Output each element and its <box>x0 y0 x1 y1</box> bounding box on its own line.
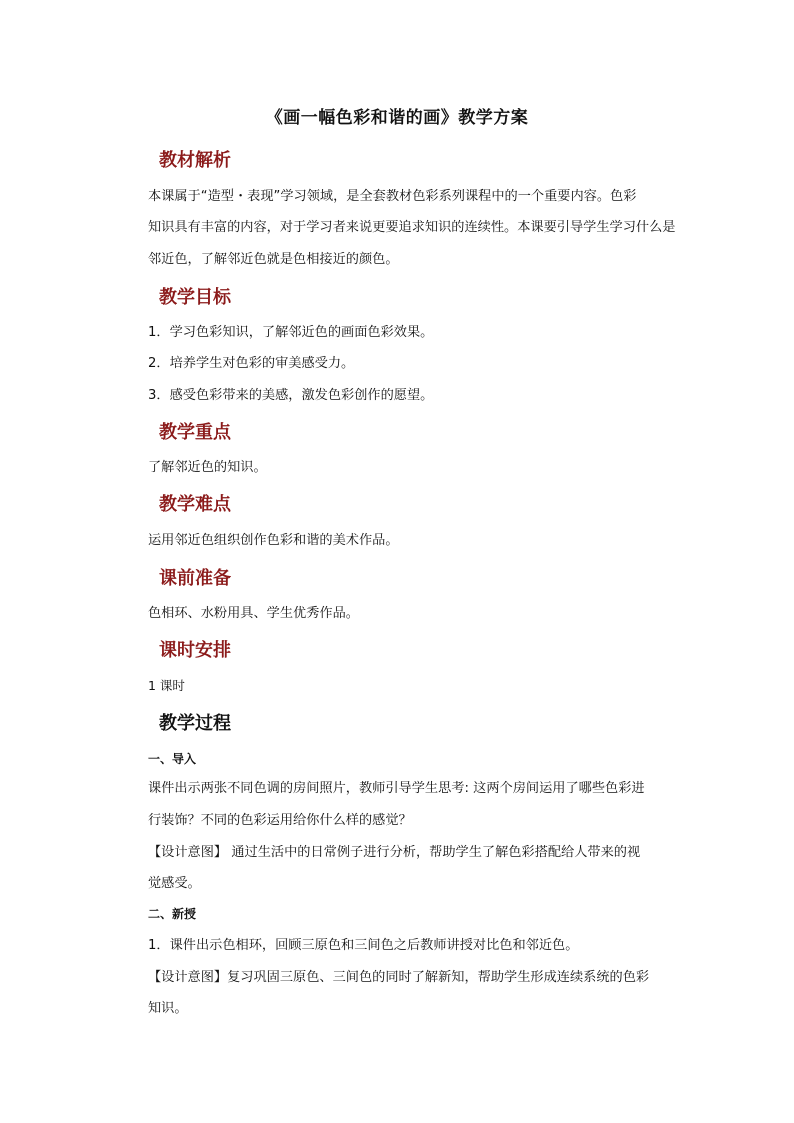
analysis-line-2: 知识具有丰富的内容，对于学习者来说更要追求知识的连续性。本课要引导学生学习什么是 <box>148 220 676 235</box>
process-intro-design-line-1: 【设计意图】 通过生活中的日常例子进行分析，帮助学生了解色彩搭配给人带来的视 <box>148 845 641 860</box>
analysis-line-1: 本课属于“造型・表现”学习领域，是全套教材色彩系列课程中的一个重要内容。色彩 <box>148 189 637 204</box>
analysis-line-3: 邻近色，了解邻近色就是色相接近的颜色。 <box>148 252 399 267</box>
process-new-item-1: 1．课件出示色相环，回顾三原色和三间色之后教师讲授对比色和邻近色。 <box>148 938 579 953</box>
document-title: 《画一幅色彩和谐的画》教学方案 <box>265 108 529 128</box>
heading-key-points: 教学重点 <box>159 422 231 443</box>
heading-difficulty: 教学难点 <box>159 494 231 515</box>
process-intro-title: 一、导入 <box>148 752 197 766</box>
process-new-title: 二、新授 <box>148 907 197 921</box>
goal-item-3: 3．感受色彩带来的美感，激发色彩创作的愿望。 <box>148 388 434 403</box>
heading-schedule: 课时安排 <box>159 640 231 661</box>
preparation-text: 色相环、水粉用具、学生优秀作品。 <box>148 606 359 621</box>
goal-item-1: 1．学习色彩知识，了解邻近色的画面色彩效果。 <box>148 325 434 340</box>
process-intro-line-2: 行装饰？不同的色彩运用给你什么样的感觉？ <box>148 813 412 828</box>
heading-preparation: 课前准备 <box>159 568 231 589</box>
process-new-design-line-2: 知识。 <box>148 1001 188 1016</box>
goal-item-2: 2．培养学生对色彩的审美感受力。 <box>148 356 355 371</box>
key-points-text: 了解邻近色的知识。 <box>148 460 267 475</box>
schedule-text: 1 课时 <box>148 678 185 693</box>
process-new-design-line-1: 【设计意图】复习巩固三原色、三间色的同时了解新知，帮助学生形成连续系统的色彩 <box>148 970 650 985</box>
heading-goals: 教学目标 <box>159 287 231 308</box>
difficulty-text: 运用邻近色组织创作色彩和谐的美术作品。 <box>148 533 399 548</box>
heading-analysis: 教材解析 <box>159 150 231 171</box>
process-intro-line-1: 课件出示两张不同色调的房间照片，教师引导学生思考: 这两个房间运用了哪些色彩进 <box>148 781 645 796</box>
process-intro-design-line-2: 觉感受。 <box>148 876 201 891</box>
heading-process: 教学过程 <box>159 713 231 734</box>
